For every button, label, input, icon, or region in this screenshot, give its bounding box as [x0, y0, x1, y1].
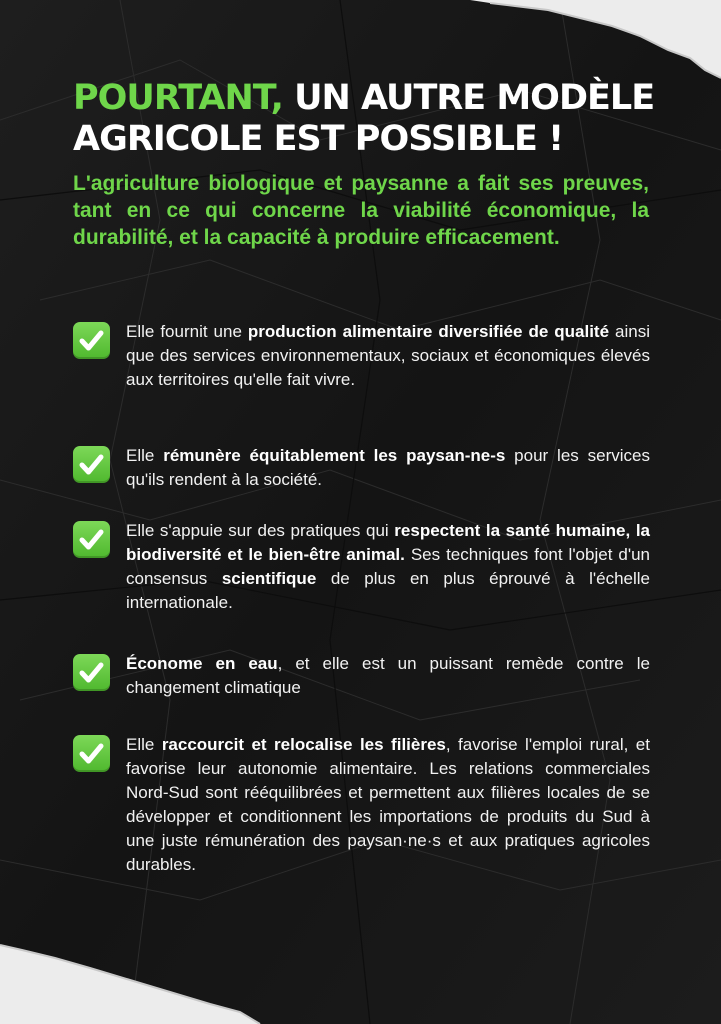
list-item-text: Elle rémunère équitablement les paysan-ne-s pour les services qu'ils rendent à la société.	[126, 446, 650, 489]
list-item	[73, 652, 651, 700]
list-item-text: Elle s'appuie sur des pratiques qui respectent la santé humaine, la biodiversité et le bien-être animal. Ses techniques font l'objet d'un consensus scientifique de plus en plus éprouvé à l'échelle internationale.	[126, 521, 650, 612]
lead-paragraph: L'agriculture biologique et paysanne a fait ses preuves, tant en ce qui concerne la viabilité économique, la durabilité, et la capacité à produire efficacement.	[73, 172, 649, 249]
check-mark-icon	[73, 735, 110, 772]
list-item-text: Elle fournit une production alimentaire diversifiée de qualité ainsi que des services environnementaux, sociaux et économiques élevés aux territoires qu'elle fait vivre.	[126, 322, 650, 389]
list-item-text: Elle raccourcit et relocalise les filières, favorise l'emploi rural, et favorise leur autonomie alimentaire. Les relations commerciales Nord-Sud sont rééquilibrées et permettent aux filières locales de se développer et conditionnent les importations de produits du Sud à une juste rémunération des paysan·ne·s et aux pratiques agricoles durables.	[126, 735, 650, 874]
title-rest: UN AUTRE MODÈLE AGRICOLE EST POSSIBLE !	[73, 78, 655, 159]
title-accent: POURTANT,	[73, 78, 283, 118]
list-item	[73, 444, 651, 492]
list-item	[73, 733, 651, 877]
list-item	[73, 320, 651, 392]
list-item-text: Économe en eau, et elle est un puissant remède contre le changement climatique	[126, 654, 650, 697]
page-title	[73, 78, 673, 160]
check-mark-icon	[73, 654, 110, 691]
check-mark-icon	[73, 521, 110, 558]
check-mark-icon	[73, 446, 110, 483]
check-mark-icon	[73, 322, 110, 359]
list-item	[73, 519, 651, 615]
